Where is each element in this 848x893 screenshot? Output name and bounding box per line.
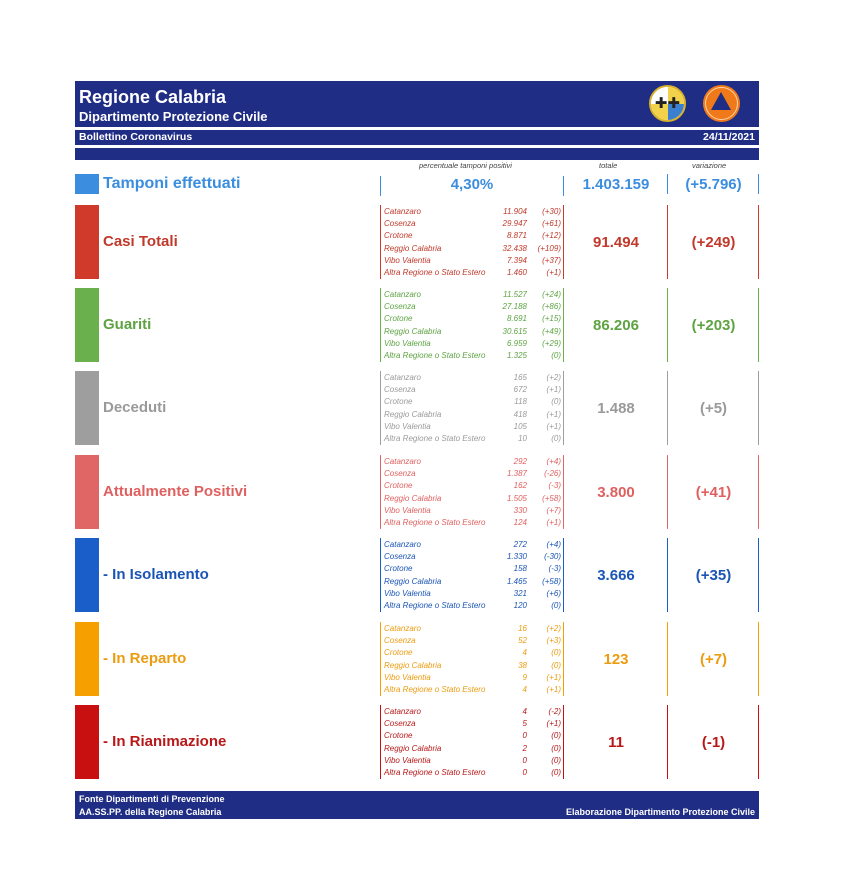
province-delta: (0) bbox=[551, 660, 561, 670]
province-name: Catanzaro bbox=[384, 624, 421, 633]
province-delta: (+24) bbox=[542, 290, 561, 299]
province-value: 10 bbox=[518, 434, 527, 443]
stat-row bbox=[75, 538, 759, 614]
province-value: 1.387 bbox=[506, 469, 527, 479]
province-name: Reggio Calabria bbox=[384, 243, 442, 253]
province-name: Crotone bbox=[384, 397, 413, 407]
province-name: Crotone bbox=[384, 564, 413, 574]
category-swatch bbox=[75, 205, 99, 279]
category-variation: (+35) bbox=[695, 567, 732, 584]
category-total: 91.494 bbox=[593, 234, 639, 251]
province-value: 162 bbox=[513, 481, 527, 491]
category-label: - In Rianimazione bbox=[103, 733, 227, 750]
province-delta: (+7) bbox=[546, 505, 561, 515]
province-delta: (-3) bbox=[548, 564, 561, 574]
col-header-total: totale bbox=[599, 161, 618, 170]
province-breakdown bbox=[380, 371, 564, 445]
province-name: Catanzaro bbox=[384, 540, 421, 549]
province-name: Crotone bbox=[384, 731, 413, 741]
category-swatch bbox=[75, 622, 99, 696]
province-value: 30.615 bbox=[502, 326, 527, 336]
tamponi-variation: (+5.796) bbox=[685, 176, 742, 193]
province-value: 118 bbox=[514, 397, 527, 407]
province-breakdown bbox=[380, 205, 564, 279]
province-value: 6.959 bbox=[506, 338, 527, 348]
province-value: 8.871 bbox=[506, 231, 527, 241]
province-delta: (+61) bbox=[542, 219, 561, 229]
province-name: Crotone bbox=[384, 231, 413, 241]
province-name: Catanzaro bbox=[384, 457, 421, 466]
province-breakdown bbox=[380, 455, 564, 529]
province-name: Vibo Valentia bbox=[384, 672, 431, 682]
province-delta: (+49) bbox=[542, 326, 561, 336]
elaboration-credit: Elaborazione Dipartimento Protezione Civile bbox=[565, 807, 755, 817]
province-delta: (+4) bbox=[546, 540, 561, 549]
province-name: Cosenza bbox=[384, 219, 416, 229]
category-variation: (+249) bbox=[691, 234, 736, 251]
province-value: 165 bbox=[513, 373, 527, 382]
protezione-civile-emblem-icon bbox=[703, 85, 740, 122]
province-name: Vibo Valentia bbox=[384, 505, 431, 515]
province-name: Cosenza bbox=[384, 385, 416, 395]
province-value: 418 bbox=[513, 409, 527, 419]
tamponi-label: Tamponi effettuati bbox=[103, 175, 241, 192]
province-name: Reggio Calabria bbox=[384, 409, 442, 419]
province-delta: (+1) bbox=[546, 385, 561, 395]
category-label: Casi Totali bbox=[103, 233, 178, 250]
province-delta: (0) bbox=[551, 755, 561, 765]
divider bbox=[758, 705, 759, 779]
province-delta: (+1) bbox=[546, 719, 561, 729]
province-delta: (+86) bbox=[542, 302, 561, 312]
province-value: 4 bbox=[522, 648, 527, 658]
province-value: 1.460 bbox=[506, 268, 527, 277]
province-delta: (+30) bbox=[542, 207, 561, 216]
tamponi-positive-pct: 4,30% bbox=[380, 176, 564, 196]
category-variation: (+203) bbox=[691, 317, 736, 334]
province-value: 292 bbox=[513, 457, 527, 466]
province-value: 52 bbox=[518, 636, 527, 646]
province-delta: (+6) bbox=[546, 588, 561, 598]
province-name: Crotone bbox=[384, 314, 413, 324]
province-delta: (+2) bbox=[546, 624, 561, 633]
province-delta: (+29) bbox=[542, 338, 561, 348]
province-name: Altra Regione o Stato Estero bbox=[384, 601, 486, 610]
stat-row bbox=[75, 705, 759, 781]
province-value: 16 bbox=[518, 624, 527, 633]
province-delta: (+58) bbox=[542, 576, 561, 586]
province-value: 672 bbox=[513, 385, 527, 395]
province-name: Vibo Valentia bbox=[384, 338, 431, 348]
province-delta: (0) bbox=[551, 768, 561, 777]
province-delta: (+109) bbox=[537, 243, 561, 253]
province-value: 0 bbox=[522, 768, 527, 777]
province-value: 5 bbox=[522, 719, 527, 729]
province-name: Altra Regione o Stato Estero bbox=[384, 685, 486, 694]
province-value: 11.904 bbox=[503, 207, 527, 216]
category-total: 86.206 bbox=[593, 317, 639, 334]
province-name: Cosenza bbox=[384, 552, 416, 562]
province-delta: (+1) bbox=[546, 685, 561, 694]
province-delta: (+1) bbox=[546, 409, 561, 419]
province-name: Catanzaro bbox=[384, 207, 421, 216]
province-name: Altra Regione o Stato Estero bbox=[384, 434, 486, 443]
col-header-pct: percentuale tamponi positivi bbox=[419, 161, 512, 170]
province-delta: (+4) bbox=[546, 457, 561, 466]
province-value: 7.394 bbox=[506, 255, 527, 265]
province-delta: (0) bbox=[551, 743, 561, 753]
stat-row bbox=[75, 455, 759, 531]
province-delta: (+1) bbox=[546, 518, 561, 527]
province-name: Crotone bbox=[384, 648, 413, 658]
province-value: 158 bbox=[513, 564, 527, 574]
province-name: Vibo Valentia bbox=[384, 255, 431, 265]
divider-bar bbox=[75, 148, 759, 160]
province-delta: (0) bbox=[551, 434, 561, 443]
province-delta: (+15) bbox=[542, 314, 561, 324]
province-value: 124 bbox=[513, 518, 527, 527]
divider bbox=[758, 455, 759, 529]
province-value: 321 bbox=[513, 588, 527, 598]
province-name: Cosenza bbox=[384, 719, 416, 729]
category-label: - In Isolamento bbox=[103, 566, 209, 583]
province-value: 0 bbox=[522, 731, 527, 741]
province-value: 38 bbox=[518, 660, 527, 670]
bulletin-date: 24/11/2021 bbox=[703, 131, 755, 143]
province-value: 32.438 bbox=[502, 243, 527, 253]
region-title: Regione Calabria bbox=[79, 87, 227, 107]
divider bbox=[758, 622, 759, 696]
province-delta: (+2) bbox=[546, 373, 561, 382]
category-total: 3.800 bbox=[597, 484, 635, 501]
source-line-2: AA.SS.PP. della Regione Calabria bbox=[79, 807, 222, 817]
province-delta: (0) bbox=[551, 731, 561, 741]
province-delta: (0) bbox=[551, 351, 561, 360]
province-value: 2 bbox=[522, 743, 527, 753]
province-delta: (-30) bbox=[544, 552, 561, 562]
province-value: 0 bbox=[522, 755, 527, 765]
stat-row bbox=[75, 205, 759, 281]
col-header-variation: variazione bbox=[692, 161, 727, 170]
province-name: Cosenza bbox=[384, 302, 416, 312]
calabria-emblem-icon: ✚✚ bbox=[649, 85, 686, 122]
divider bbox=[758, 538, 759, 612]
province-value: 1.325 bbox=[506, 351, 527, 360]
province-delta: (+1) bbox=[546, 421, 561, 431]
category-label: - In Reparto bbox=[103, 650, 187, 667]
stat-row bbox=[75, 288, 759, 364]
province-value: 1.505 bbox=[506, 493, 527, 503]
province-breakdown bbox=[380, 705, 564, 779]
province-value: 29.947 bbox=[502, 219, 527, 229]
province-name: Altra Regione o Stato Estero bbox=[384, 518, 486, 527]
province-name: Cosenza bbox=[384, 469, 416, 479]
report-header bbox=[75, 81, 759, 127]
province-value: 105 bbox=[513, 421, 527, 431]
province-name: Catanzaro bbox=[384, 373, 421, 382]
province-delta: (+3) bbox=[546, 636, 561, 646]
category-total: 1.488 bbox=[597, 400, 635, 417]
province-breakdown bbox=[380, 538, 564, 612]
province-value: 4 bbox=[522, 685, 527, 694]
category-variation: (+41) bbox=[695, 484, 732, 501]
province-delta: (-2) bbox=[548, 707, 561, 716]
province-breakdown bbox=[380, 288, 564, 362]
category-label: Deceduti bbox=[103, 399, 167, 416]
province-name: Reggio Calabria bbox=[384, 743, 442, 753]
category-swatch bbox=[75, 371, 99, 445]
category-swatch bbox=[75, 538, 99, 612]
province-value: 27.188 bbox=[502, 302, 527, 312]
divider bbox=[758, 174, 759, 194]
province-name: Altra Regione o Stato Estero bbox=[384, 268, 486, 277]
category-swatch bbox=[75, 288, 99, 362]
province-name: Reggio Calabria bbox=[384, 660, 442, 670]
category-total: 11 bbox=[608, 734, 624, 751]
province-value: 9 bbox=[522, 672, 527, 682]
category-swatch bbox=[75, 705, 99, 779]
province-name: Altra Regione o Stato Estero bbox=[384, 351, 486, 360]
province-delta: (+37) bbox=[542, 255, 561, 265]
province-name: Reggio Calabria bbox=[384, 493, 442, 503]
department-subtitle: Dipartimento Protezione Civile bbox=[79, 109, 268, 124]
province-value: 330 bbox=[513, 505, 527, 515]
province-delta: (0) bbox=[551, 397, 561, 407]
province-value: 11.527 bbox=[503, 290, 527, 299]
source-line-1: Fonte Dipartimenti di Prevenzione bbox=[79, 794, 225, 804]
divider bbox=[758, 205, 759, 279]
tamponi-row bbox=[75, 172, 759, 196]
category-label: Guariti bbox=[103, 316, 152, 333]
province-name: Vibo Valentia bbox=[384, 588, 431, 598]
province-delta: (0) bbox=[551, 601, 561, 610]
category-total: 3.666 bbox=[597, 567, 635, 584]
province-name: Cosenza bbox=[384, 636, 416, 646]
province-name: Vibo Valentia bbox=[384, 421, 431, 431]
category-swatch bbox=[75, 455, 99, 529]
divider bbox=[758, 288, 759, 362]
province-breakdown bbox=[380, 622, 564, 696]
province-value: 8.691 bbox=[506, 314, 527, 324]
category-label: Attualmente Positivi bbox=[103, 483, 248, 500]
divider bbox=[758, 371, 759, 445]
category-variation: (-1) bbox=[701, 734, 726, 751]
province-name: Catanzaro bbox=[384, 707, 421, 716]
province-value: 4 bbox=[522, 707, 527, 716]
stat-row bbox=[75, 622, 759, 698]
category-variation: (+5) bbox=[699, 400, 728, 417]
bulletin-title: Bollettino Coronavirus bbox=[79, 131, 193, 143]
province-name: Reggio Calabria bbox=[384, 576, 442, 586]
province-value: 120 bbox=[513, 601, 527, 610]
province-name: Reggio Calabria bbox=[384, 326, 442, 336]
province-delta: (-3) bbox=[548, 481, 561, 491]
category-total: 123 bbox=[603, 651, 629, 668]
report-footer bbox=[75, 791, 759, 819]
province-delta: (0) bbox=[551, 648, 561, 658]
province-delta: (+1) bbox=[546, 672, 561, 682]
province-value: 1.465 bbox=[506, 576, 527, 586]
province-delta: (+58) bbox=[542, 493, 561, 503]
tamponi-swatch bbox=[75, 174, 99, 194]
province-name: Altra Regione o Stato Estero bbox=[384, 768, 486, 777]
category-variation: (+7) bbox=[699, 651, 728, 668]
tamponi-total: 1.403.159 bbox=[582, 176, 650, 193]
province-delta: (+12) bbox=[542, 231, 561, 241]
bulletin-bar bbox=[75, 130, 759, 145]
province-name: Vibo Valentia bbox=[384, 755, 431, 765]
stat-row bbox=[75, 371, 759, 447]
province-value: 1.330 bbox=[506, 552, 527, 562]
province-delta: (+1) bbox=[546, 268, 561, 277]
province-name: Crotone bbox=[384, 481, 413, 491]
province-name: Catanzaro bbox=[384, 290, 421, 299]
province-value: 272 bbox=[513, 540, 527, 549]
province-delta: (-26) bbox=[544, 469, 561, 479]
